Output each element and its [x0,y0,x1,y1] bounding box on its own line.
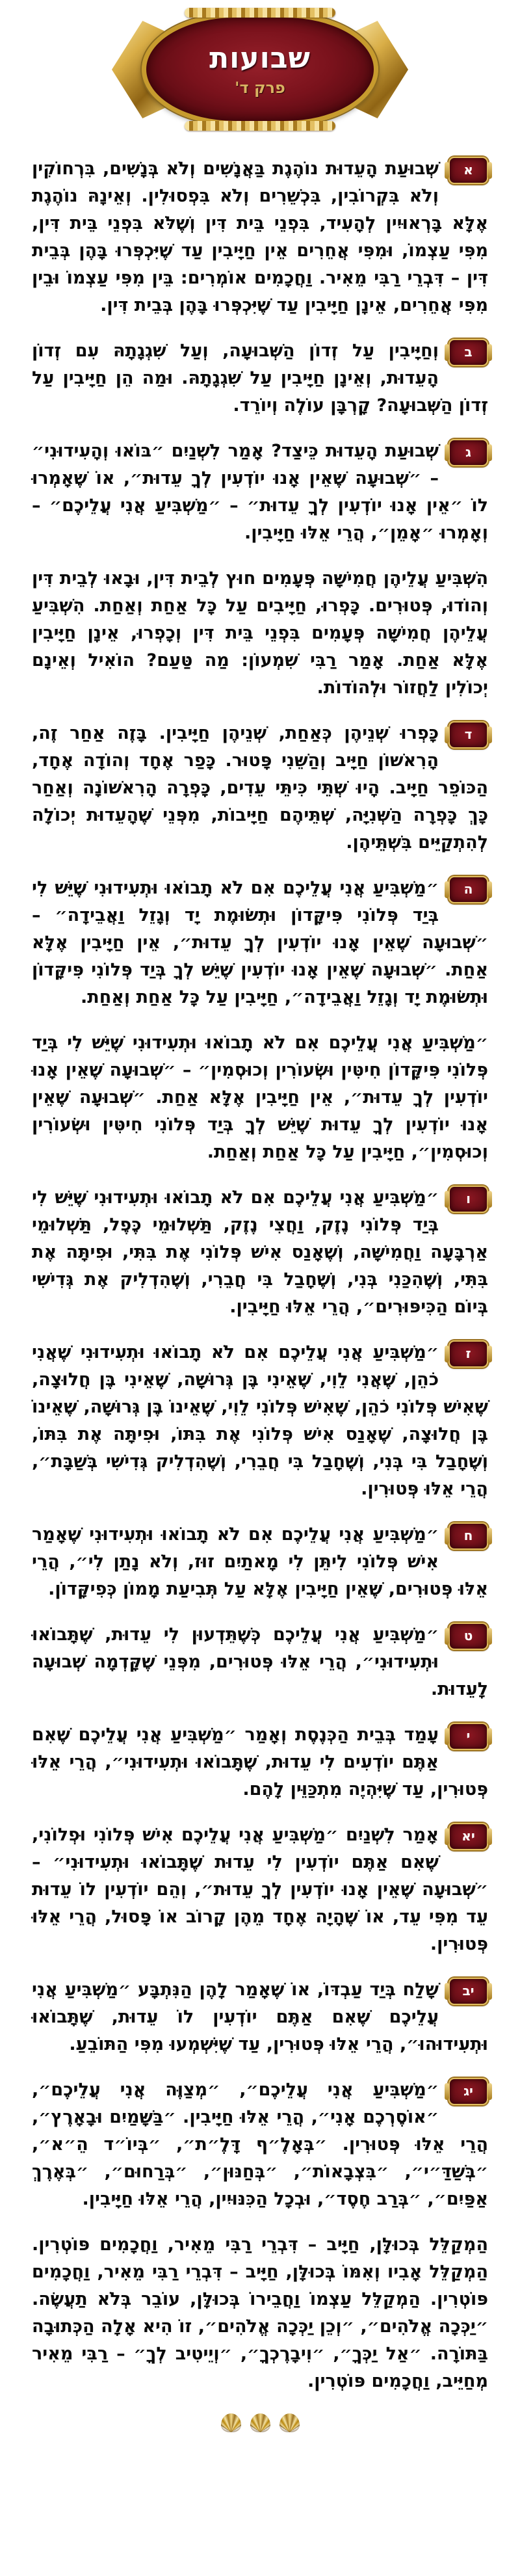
mishnah-number-badge: יא [448,1823,488,1850]
mishnah-paragraph [32,720,488,856]
mishnah-number-badge: י [448,1723,488,1750]
mishnah-number-badge: ז [448,1340,488,1368]
mishnah-paragraph [32,1721,488,1803]
mishnah-paragraph-text: עָמַד בְּבֵית הַכְּנֶסֶת וְאָמַר ״מַשְׁבִּיעַ אֲנִי עֲלֵיכֶם שֶׁאִם אַתֶּם יוֹדְעִים לִי עֵדוּת, שֶׁתָּבוֹאוּ וּתְעִידוּנִי״, הֲרֵי אֵלּוּ פְּטוּרִין, עַד שֶׁיִּהְיֶה מִתְכַּוֵּין לָהֶם. [32,1725,488,1799]
mishnah-paragraph [32,875,488,1011]
mishnah-paragraph-text: ״מַשְׁבִּיעַ אֲנִי עֲלֵיכֶם אִם לֹא תָבוֹאוּ וּתְעִידוּנִי שֶׁאֲנִי כֹהֵן, שֶׁאֲנִי לֵוִי, שֶׁאֵינִי בֶּן גְּרוּשָׁה, שֶׁאֵינִי בֶּן חֲלוּצָה, שֶׁאִישׁ פְּלוֹנִי כֹהֵן, שֶׁאִישׁ פְּלוֹנִי לֵוִי, שֶׁאֵינוֹ בֶּן גְּרוּשָׁה, שֶׁאֵינוֹ בֶּן חֲלוּצָה, שֶׁאָנַס אִישׁ פְּלוֹנִי אֶת בִּתּוֹ, וּפִיתָּה אֶת בִּתּוֹ, וְשֶׁחָבַל בִּי בְּנִי, וְשֶׁחָבַל בִּי חֲבֵרִי, וְשֶׁהִדְלִיק גְּדִישִׁי בְּשַׁבָּת״, הֲרֵי אֵלּוּ פְּטוּרִין. [32,1342,488,1499]
mishnah-number-badge: ב [448,339,488,366]
mishnah-paragraph [32,438,488,547]
mishnah-number-badge: ג [448,439,488,466]
mishnah-paragraph [32,2077,488,2213]
mishnah-paragraph [32,1822,488,1958]
mishnah-paragraph-text: שְׁבוּעַת הָעֵדוּת נוֹהֶגֶת בַּאֲנָשִׁים וְלֹא בְּנָשִׁים, בִּרְחוֹקִין וְלֹא בִּקְרוֹבִין, בִּכְשֵׁרִים וְלֹא בִּפְסוּלִין. וְאֵינָהּ נוֹהֶגֶת אֶלָּא בָּרְאוּיִין לְהָעִיד, בִּפְנֵי בֵּית דִּין וְשֶׁלֹּא בִּפְנֵי בֵּית דִּין, מִפִּי עַצְמוֹ, וּמִפִּי אֲחֵרִים אֵין חַיָּיבִין עַד שֶׁיִּכְפְּרוּ בָּהֶן בְּבֵית דִּין – דִּבְרֵי רַבִּי מֵאִיר. וַחֲכָמִים אוֹמְרִים: בֵּין מִפִּי עַצְמוֹ וּבֵין מִפִּי אֲחֵרִים, אֵינָן חַיָּיבִין עַד שֶׁיִּכְפְּרוּ בָּהֶן בְּבֵית דִּין. [32,159,488,315]
mishnah-number-badge: ט [448,1623,488,1650]
mishnah-paragraph [32,1029,488,1166]
shell-icon [221,2413,241,2432]
mishnah-number-badge: ח [448,1522,488,1550]
mishnah-number-badge: ד [448,721,488,749]
mishnah-paragraph-text: ״מַשְׁבִּיעַ אֲנִי עֲלֵיכֶם״, ״מְצַוֶּה אֲנִי עֲלֵיכֶם״, ״אוֹסֶרְכֶם אָנִי״, הֲרֵי אֵלּוּ חַיָּיבִין. ״בַּשָּׁמַיִם וּבָאָרֶץ״, הֲרֵי אֵלּוּ פְּטוּרִין. ״בְּאָלֶ״ף דָּלֶ״ת״, ״בְּיוֹ״ד הֵ״א״, ״בְּשַׁדַּ״י״, ״בִּצְבָאוֹת״, ״בְּחַנּוּן״, ״בְּרַחוּם״, ״בְּאֶרֶךְ אַפַּיִם״, ״בְּרַב חֶסֶד״, וּבְכָל הַכִּנּוּיִין, הֲרֵי אֵלּוּ חַיָּיבִין. [32,2080,488,2209]
mishnah-paragraph [32,155,488,319]
mishnah-paragraph-text: וְחַיָּיבִין עַל זְדוֹן הַשְּׁבוּעָה, וְעַל שִׁגְגָתָהּ עִם זְדוֹן הָעֵדוּת, וְאֵינָן חַיָּיבִין עַל שִׁגְגָתָהּ. וּמַה הֵן חַיָּיבִין עַל זְדוֹן הַשְּׁבוּעָה? קָרְבָּן עוֹלֶה וְיוֹרֵד. [32,341,488,416]
mishnah-paragraph-text: הִשְׁבִּיעַ עֲלֵיהֶן חֲמִישָּׁה פְּעָמִים חוּץ לְבֵית דִּין, וּבָאוּ לְבֵית דִּין וְהוֹדוּ, פְּטוּרִים. כָּפְרוּ, חַיָּיבִים עַל כָּל אַחַת וְאַחַת. הִשְׁבִּיעַ עֲלֵיהֶן חֲמִישָּׁה פְּעָמִים בִּפְנֵי בֵּית דִּין וְכָפְרוּ, אֵינָן חַיָּיבִין אֶלָּא אַחַת. אָמַר רַבִּי שִׁמְעוֹן: מַה טַּעַם? הוֹאִיל וְאֵינָם יְכוֹלִין לַחֲזוֹר וּלְהוֹדוֹת. [32,568,488,698]
chapter-subtitle: פרק ד' [235,79,285,97]
mishnah-paragraph-text: הַמְקַלֵּל בְּכוּלָּן, חַיָּיב – דִּבְרֵי רַבִּי מֵאִיר, וַחֲכָמִים פּוֹטְרִין. הַמְקַלֵּל אָבִיו וְאִמּוֹ בְּכוּלָּן, חַיָּיב – דִּבְרֵי רַבִּי מֵאִיר, וַחֲכָמִים פּוֹטְרִין. הַמְקַלֵּל עַצְמוֹ וַחֲבֵירוֹ בְּכוּלָּן, עוֹבֵר בְּלֹא תַעֲשֶׂה. ״יַכְּכָה אֱלֹהִים״, ״וְכֵן יַכְּכָה אֱלֹהִים״, זוֹ הִיא אָלָה הַכְּתוּבָה בַּתּוֹרָה. ״אַל יַכְּךָ״, ״וִיבָרֶכְךָ״, ״וְיֵיטִיב לְךָ״ – רַבִּי מֵאִיר מְחַיֵּיב, וַחֲכָמִים פּוֹטְרִין. [32,2235,488,2391]
mishnah-paragraph [32,2231,488,2395]
mishnah-number-badge: ו [448,1186,488,1213]
mishnah-paragraph [32,338,488,419]
mishnah-number-badge: א [448,157,488,184]
shell-icon [280,2413,300,2432]
mishnah-paragraph-text: שָׁלַח בְּיַד עַבְדּוֹ, אוֹ שֶׁאָמַר לָהֶן הַנִּתְבָּע ״מַשְׁבִּיעַ אֲנִי עֲלֵיכֶם שֶׁאִם אַתֶּם יוֹדְעִין לוֹ עֵדוּת, שֶׁתָּבוֹאוּ וּתְעִידוּהוּ״, הֲרֵי אֵלּוּ פְּטוּרִין, עַד שֶׁיִּשְׁמְעוּ מִפִּי הַתּוֹבֵעַ. [32,1980,488,2054]
mishnah-number-badge: יב [448,1978,488,2005]
mishnah-paragraph-text: ״מַשְׁבִּיעַ אֲנִי עֲלֵיכֶם אִם לֹא תָבוֹאוּ וּתְעִידוּנִי שֶׁאָמַר אִישׁ פְּלוֹנִי לִיתֵּן לִי מָאתַיִם זוּז, וְלֹא נָתַן לִי״, הֲרֵי אֵלּוּ פְּטוּרִים, שֶׁאֵין חַיָּיבִין אֶלָּא עַל תְּבִיעַת מָמוֹן כְּפִיקָּדוֹן. [32,1524,488,1599]
chapter-banner [130,9,390,129]
mishnah-paragraph-text: כָּפְרוּ שְׁנֵיהֶן כְּאַחַת, שְׁנֵיהֶן חַיָּיבִין. בָּזֶה אַחַר זֶה, הָרִאשׁוֹן חַיָּיב וְהַשֵּׁנִי פָּטוּר. כָּפַר אֶחָד וְהוֹדָה אֶחָד, הַכּוֹפֵר חַיָּיב. הָיוּ שְׁתֵּי כִּיתֵּי עֵדִים, כָּפְרָה הָרִאשׁוֹנָה וְאַחַר כָּךְ כָּפְרָה הַשְּׁנִיָּה, שְׁתֵּיהֶם חַיָּיבוֹת, מִפְּנֵי שֶׁהָעֵדוּת יְכוֹלָה לְהִתְקַיֵּים בִּשְׁתֵּיהֶן. [32,723,488,853]
mishnah-text-container [32,155,488,2395]
banner-text [130,9,390,129]
mishnah-paragraph [32,565,488,702]
mishnah-paragraph [32,1976,488,2058]
shell-icon [250,2413,270,2432]
mishnah-number-badge: יג [448,2078,488,2105]
mishnah-paragraph-text: ״מַשְׁבִּיעַ אֲנִי עֲלֵיכֶם אִם לֹא תָבוֹאוּ וּתְעִידוּנִי שֶׁיֵּשׁ לִי בְּיַד פְּלוֹנִי נֶזֶק, וַחֲצִי נֶזֶק, תַּשְׁלוּמֵי כֶּפֶל, תַּשְׁלוּמֵי אַרְבָּעָה וַחֲמִישָּׁה, וְשֶׁאָנַס אִישׁ פְּלוֹנִי אֶת בִּתִּי, וּפִיתָּה אֶת בִּתִּי, וְשֶׁהִכַּנִי בְּנִי, וְשֶׁחָבַל בִּי חֲבֵרִי, וְשֶׁהִדְלִיק אֶת גְּדִישִׁי בְּיוֹם הַכִּיפּוּרִים״, הֲרֵי אֵלּוּ חַיָּיבִין. [32,1188,488,1317]
footer-ornaments [0,2413,520,2432]
mishnah-paragraph-text: שְׁבוּעַת הָעֵדוּת כֵּיצַד? אָמַר לִשְׁנַיִם ״בּוֹאוּ וְהָעִידוּנִי״ – ״שְׁבוּעָה שֶׁאֵין אָנוּ יוֹדְעִין לְךָ עֵדוּת״, אוֹ שֶׁאָמְרוּ לוֹ ״אֵין אָנוּ יוֹדְעִין לְךָ עֵדוּת״ – ״מַשְׁבִּיעַ אֲנִי עֲלֵיכֶם״ – וְאָמְרוּ ״אָמֵן״, הֲרֵי אֵלּוּ חַיָּיבִין. [32,441,488,543]
mishnah-paragraph-text: אָמַר לִשְׁנַיִם ״מַשְׁבִּיעַ אֲנִי עֲלֵיכֶם אִישׁ פְּלוֹנִי וּפְלוֹנִי, שֶׁאִם אַתֶּם יוֹדְעִין לִי עֵדוּת שֶׁתָּבוֹאוּ וּתְעִידוּנִי״ – ״שְׁבוּעָה שֶׁאֵין אָנוּ יוֹדְעִין לְךָ עֵדוּת״, וְהֵם יוֹדְעִין לוֹ עֵדוּת עֵד מִפִּי עֵד, אוֹ שֶׁהָיָה אֶחָד מֵהֶן קָרוֹב אוֹ פָּסוּל, הֲרֵי אֵלּוּ פְּטוּרִין. [32,1825,488,1954]
mishnah-paragraph-text: ״מַשְׁבִּיעַ אֲנִי עֲלֵיכֶם כְּשֶׁתֵּדְעוּן לִי עֵדוּת, שֶׁתָּבוֹאוּ וּתְעִידוּנִי״, הֲרֵי אֵלּוּ פְּטוּרִים, מִפְּנֵי שֶׁקָּדְמָה שְׁבוּעָה לָעֵדוּת. [32,1625,488,1699]
mishnah-number-badge: ה [448,876,488,903]
mishnah-paragraph-text: ״מַשְׁבִּיעַ אֲנִי עֲלֵיכֶם אִם לֹא תָבוֹאוּ וּתְעִידוּנִי שֶׁיֵּשׁ לִי בְּיַד פְּלוֹנִי פִּיקָּדוֹן חִיטִּין וּשְׂעוֹרִין וְכוּסְמִין״ – ״שְׁבוּעָה שֶׁאֵין אָנוּ יוֹדְעִין לְךָ עֵדוּת״, אֵין חַיָּיבִין אֶלָּא אַחַת. ״שְׁבוּעָה שֶׁאֵין אָנוּ יוֹדְעִין לְךָ עֵדוּת שֶׁיֵּשׁ לְךָ בְּיַד פְּלוֹנִי חִיטִּין וּשְׂעוֹרִין וְכוּסְמִין״, חַיָּיבִין עַל כָּל אַחַת וְאַחַת. [32,1033,488,1162]
tractate-title: שבועות [209,42,311,75]
mishnah-paragraph [32,1521,488,1603]
mishnah-paragraph [32,1339,488,1503]
mishnah-paragraph-text: ״מַשְׁבִּיעַ אֲנִי עֲלֵיכֶם אִם לֹא תָבוֹאוּ וּתְעִידוּנִי שֶׁיֵּשׁ לִי בְּיַד פְּלוֹנִי פִּיקָּדוֹן וּתְשׂוּמֶת יָד וְגָזֵל וַאֲבֵידָה״ – ״שְׁבוּעָה שֶׁאֵין אָנוּ יוֹדְעִין לְךָ עֵדוּת״, אֵין חַיָּיבִין אֶלָּא אַחַת. ״שְׁבוּעָה שֶׁאֵין אָנוּ יוֹדְעִין שֶׁיֵּשׁ לְךָ בְּיַד פְּלוֹנִי פִּיקָּדוֹן וּתְשׂוּמֶת יָד וְגָזֵל וַאֲבֵידָה״, חַיָּיבִין עַל כָּל אַחַת וְאַחַת. [32,878,488,1007]
mishnah-paragraph [32,1621,488,1703]
mishnah-paragraph [32,1184,488,1321]
